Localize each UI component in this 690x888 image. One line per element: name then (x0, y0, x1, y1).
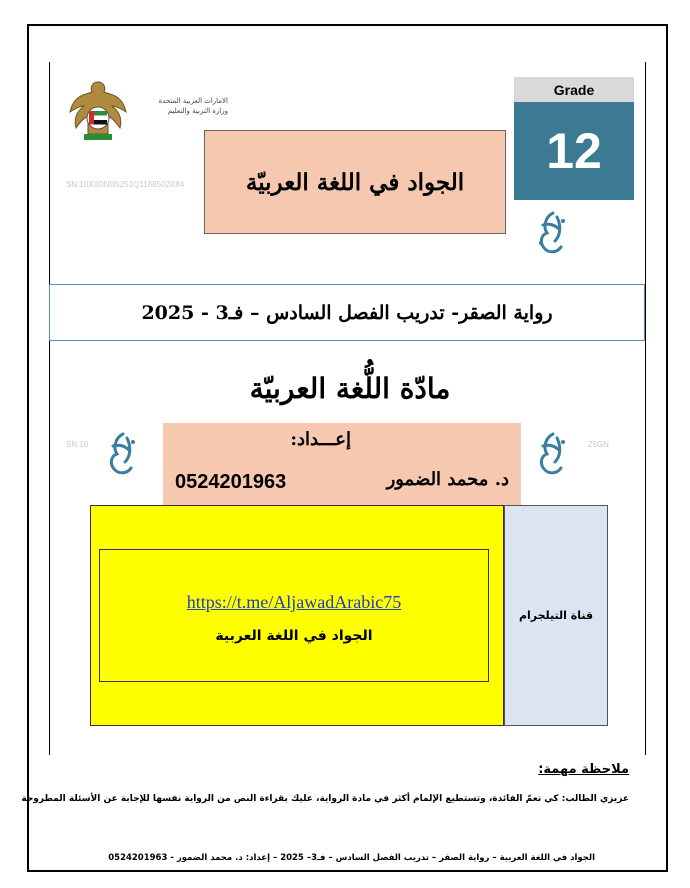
novel-line: رواية الصقر- تدريب الفصل السادس – فـ3 - 2025 (141, 301, 553, 324)
grade-number-box (514, 102, 634, 200)
telegram-link-label: الجواد في اللغة العربية (215, 628, 373, 644)
aljawad-logo-left-icon (93, 424, 153, 484)
right-margin-line (645, 62, 646, 755)
watermark-left: SN:10 (66, 440, 89, 449)
aljawad-logo-right-icon (523, 424, 583, 484)
author-label: إعـــداد: (290, 429, 351, 450)
page-footer: الجواد في اللغة العربية – رواية الصقر – تدريب الفصل السادس – فـ3– 2025 – إعداد: د. محمد الضمور - 0524201963 (108, 853, 595, 863)
left-margin-line (49, 62, 50, 755)
note-title: ملاحظة مهمة: (538, 762, 629, 777)
grade-label: Grade (553, 81, 595, 98)
novel-title-box (49, 284, 645, 341)
title-box (204, 130, 506, 234)
watermark-right: 25GN (588, 440, 609, 449)
ministry-line1: الامارات العربية المتحدة (158, 97, 228, 105)
telegram-link-panel (90, 505, 504, 726)
watermark-top: SN:10X0DN0N251Q1188502X84 (66, 180, 185, 189)
note-text: عزيزي الطالب: كي تعمّ الفائدة، وتستطيع الإلمام أكثر في مادة الرواية، عليك بقراءة النص من الرواية نفسها للإجابة عن الأسئلة المطروحة (21, 794, 629, 804)
author-box (163, 423, 521, 505)
uae-emblem-icon (66, 76, 130, 146)
telegram-link-inner-box (99, 549, 489, 682)
author-phone: 0524201963 (175, 471, 287, 493)
ministry-line2: وزارة التربية والتعليم (167, 107, 228, 115)
aljawad-logo-icon (523, 203, 583, 263)
telegram-channel-label: قناة التيلجرام (518, 609, 594, 622)
page-title: الجواد في اللغة العربيّة (245, 168, 465, 196)
telegram-channel-box (504, 505, 608, 726)
subject-heading: مادّة اللُّغة العربيّة (249, 372, 451, 405)
telegram-link[interactable]: https://t.me/AljawadArabic75 (186, 592, 402, 612)
grade-number: 12 (546, 123, 602, 179)
grade-header (514, 77, 634, 102)
ministry-name (136, 96, 228, 116)
author-name: د. محمد الضمور (386, 469, 509, 490)
